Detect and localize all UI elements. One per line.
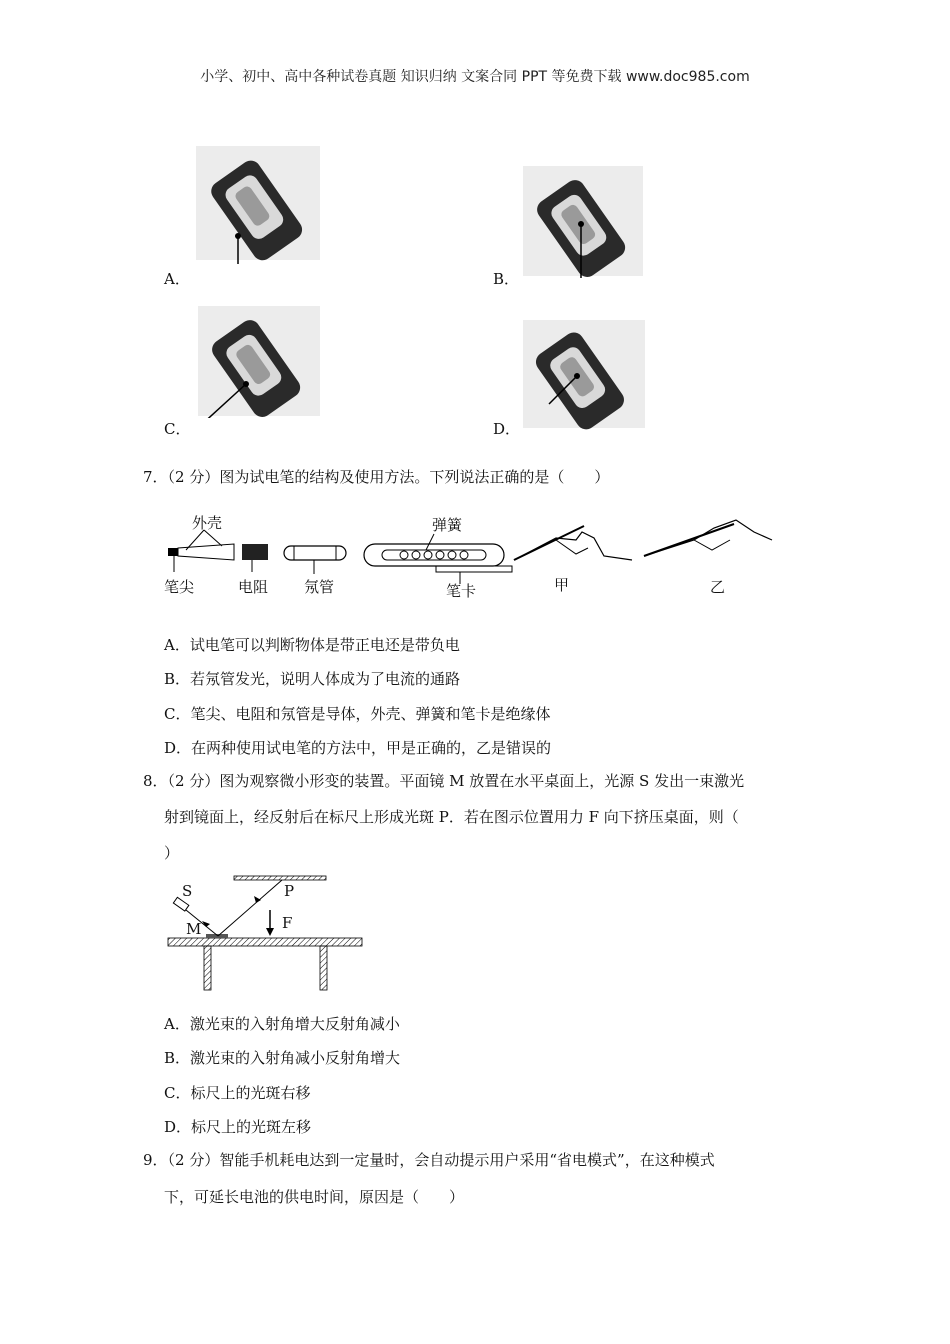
label-bijian: 笔尖 bbox=[164, 578, 195, 596]
q8-stem-line2: 射到镜面上，经反射后在标尺上形成光斑 P．若在图示位置用力 F 向下挤压桌面，则（ bbox=[164, 808, 739, 826]
q7-option-c: C．笔尖、电阻和氖管是导体，外壳、弹簧和笔卡是绝缘体 bbox=[164, 705, 551, 723]
q7-figure bbox=[164, 510, 784, 610]
q7-option-d: D．在两种使用试电笔的方法中，甲是正确的，乙是错误的 bbox=[164, 739, 552, 757]
q6-option-a bbox=[164, 146, 324, 286]
label-p: P bbox=[284, 882, 295, 900]
label-s: S bbox=[182, 882, 193, 900]
label-bika: 笔卡 bbox=[446, 582, 477, 600]
q7-option-b: B．若氖管发光，说明人体成为了电流的通路 bbox=[164, 670, 461, 688]
can-image-b bbox=[523, 166, 643, 278]
can-image-a bbox=[196, 146, 320, 264]
can-image-c bbox=[198, 306, 320, 418]
q8-stem-line1: 8．（2 分）图为观察微小形变的装置。平面镜 M 放置在水平桌面上，光源 S 发出一束激光 bbox=[143, 772, 745, 790]
label-yi: 乙 bbox=[710, 578, 726, 596]
option-d-label: D． bbox=[493, 420, 521, 438]
label-jia: 甲 bbox=[554, 576, 570, 594]
q8-option-a: A．激光束的入射角增大反射角减小 bbox=[164, 1015, 400, 1033]
label-tanhuang: 弹簧 bbox=[432, 516, 463, 534]
can-image-d bbox=[523, 320, 645, 430]
page-header: 小学、初中、高中各种试卷真题 知识归纳 文案合同 PPT 等免费下载 www.doc985.com bbox=[200, 69, 750, 85]
q8-stem-line3: ） bbox=[164, 844, 180, 862]
option-a-label: A． bbox=[164, 270, 190, 288]
q6-option-c bbox=[164, 306, 324, 440]
q7-stem: 7．（2 分）图为试电笔的结构及使用方法。下列说法正确的是（ ） bbox=[143, 468, 610, 486]
q7-option-a: A．试电笔可以判断物体是带正电还是带负电 bbox=[164, 636, 460, 654]
option-c-label: C． bbox=[164, 420, 191, 438]
q9-stem-line1: 9．（2 分）智能手机耗电达到一定量时，会自动提示用户采用“省电模式”，在这种模式 bbox=[143, 1151, 715, 1169]
q6-option-b bbox=[493, 166, 653, 290]
label-naiguan: 氖管 bbox=[304, 578, 335, 596]
q8-option-d: D．标尺上的光斑左移 bbox=[164, 1118, 312, 1136]
label-f: F bbox=[282, 914, 293, 932]
label-waike: 外壳 bbox=[192, 514, 223, 532]
q9-stem-line2: 下，可延长电池的供电时间，原因是（ ） bbox=[164, 1188, 465, 1206]
option-b-label: B． bbox=[493, 270, 520, 288]
label-m: M bbox=[186, 920, 202, 938]
q8-figure bbox=[164, 870, 374, 996]
q8-option-c: C．标尺上的光斑右移 bbox=[164, 1084, 311, 1102]
q6-option-d bbox=[493, 320, 653, 440]
label-dianzu: 电阻 bbox=[238, 578, 269, 596]
q8-option-b: B．激光束的入射角减小反射角增大 bbox=[164, 1049, 401, 1067]
